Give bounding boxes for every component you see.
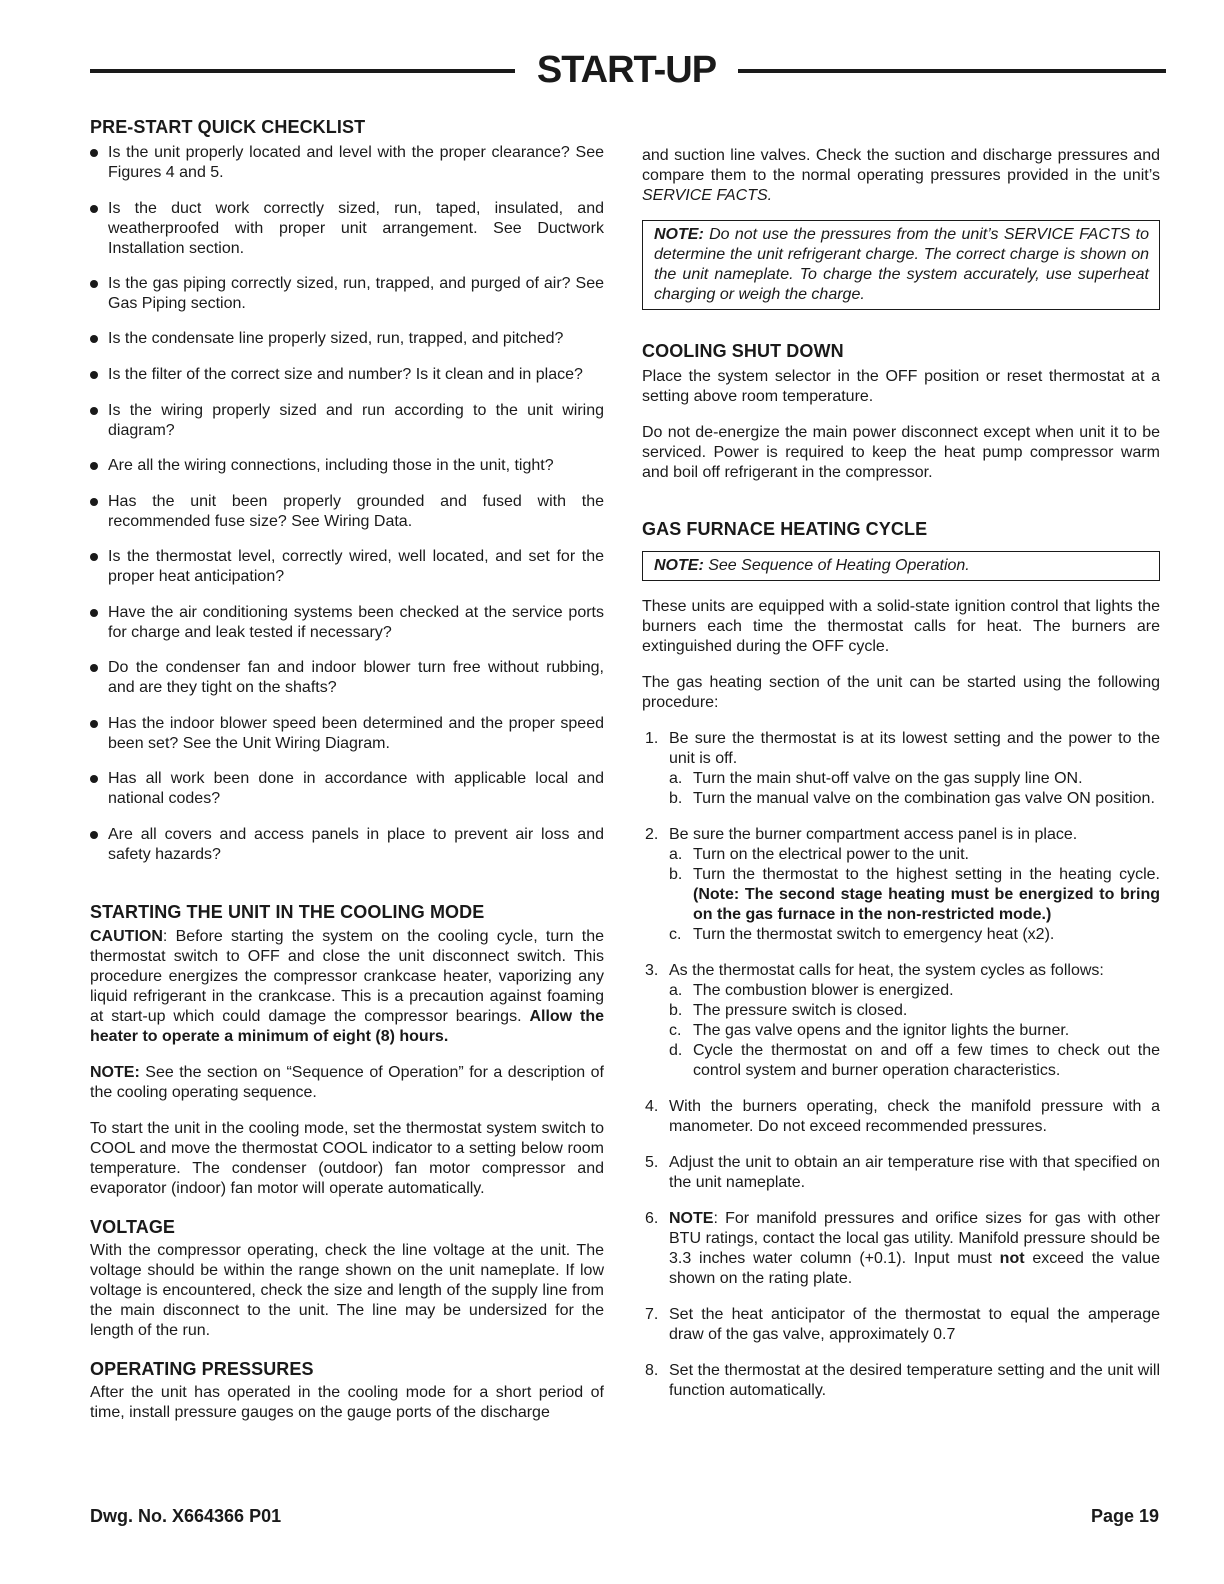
- caution-label: CAUTION: [90, 928, 163, 945]
- list-item: Is the unit properly located and level with the proper clearance? See Figures 4 and 5.: [90, 143, 604, 183]
- page-number: Page 19: [1090, 1506, 1159, 1526]
- list-item: Has the unit been properly grounded and fused with the recommended fuse size? See Wiring Data.: [90, 492, 604, 532]
- list-item: Is the gas piping correctly sized, run, trapped, and purged of air? See Gas Piping section.: [90, 274, 604, 314]
- list-item: 1. Be sure the thermostat is at its lowest setting and the power to the unit is off. a. Turn the main shut-off valve on the gas supply line ON. b. Turn the manual valve on the combination gas valve ON position.: [645, 730, 1160, 807]
- list-item: 5. Adjust the unit to obtain an air temperature rise with that specified on the unit nameplate.: [645, 1154, 1160, 1191]
- list-item: a. Turn on the electrical power to the unit.: [669, 846, 969, 863]
- list-item: 8. Set the thermostat at the desired temperature setting and the unit will function automatically.: [645, 1362, 1160, 1399]
- note-label: NOTE:: [90, 1064, 140, 1081]
- drawing-number: Dwg. No. X664366 P01: [90, 1506, 282, 1526]
- list-item: a. The combustion blower is energized.: [669, 982, 954, 999]
- list-item: Are all the wiring connections, including those in the unit, tight?: [90, 456, 604, 476]
- bullet-icon: [90, 664, 98, 672]
- bullet-icon: [90, 498, 98, 506]
- list-item: Have the air conditioning systems been checked at the service ports for charge and leak tested if necessary?: [90, 603, 604, 643]
- bullet-icon: [90, 831, 98, 839]
- checklist: [90, 143, 604, 865]
- cooling-paragraph: To start the unit in the cooling mode, set the thermostat system switch to COOL and move the thermostat COOL indicator to a setting below room temperature. The condenser (outdoor) fan motor compressor and evaporator (indoor) fan motor will operate automatically.: [90, 1120, 604, 1197]
- list-item: Is the filter of the correct size and number? Is it clean and in place?: [90, 365, 604, 385]
- list-item: Has all work been done in accordance with applicable local and national codes?: [90, 769, 604, 809]
- header-rule-left: [90, 69, 515, 73]
- list-item: c. Turn the thermostat switch to emergency heat (x2).: [669, 926, 1055, 943]
- note-label: NOTE:: [654, 226, 704, 243]
- bullet-icon: [90, 407, 98, 415]
- page-header: [90, 49, 1166, 92]
- list-item: Is the condensate line properly sized, run, trapped, and pitched?: [90, 329, 604, 349]
- list-item: b. Turn the manual valve on the combination gas valve ON position.: [669, 790, 1155, 807]
- bullet-icon: [90, 462, 98, 470]
- bullet-icon: [90, 371, 98, 379]
- left-column: [90, 116, 604, 1423]
- list-item: Do the condenser fan and indoor blower turn free without rubbing, and are they tight on the shafts?: [90, 658, 604, 698]
- list-item: 2. Be sure the burner compartment access panel is in place. a. Turn on the electrical power to the unit. b. Turn the thermostat to the highest setting in the heating cycle. (Note: The second stage heating must be energized to bring on the gas furnace in the non-restricted mode.) c. Turn the thermostat switch to emergency heat (x2).: [645, 826, 1160, 943]
- right-column: [642, 146, 1160, 1401]
- bullet-icon: [90, 280, 98, 288]
- service-facts-ref: SERVICE FACTS.: [642, 187, 773, 204]
- bullet-icon: [90, 335, 98, 343]
- list-item: d. Cycle the thermostat on and off a few times to check out the control system and burner operation characteristics.: [669, 1042, 1160, 1079]
- shutdown-paragraph-1: Place the system selector in the OFF position or reset thermostat at a setting above room temperature.: [642, 368, 1160, 405]
- pressures-paragraph: After the unit has operated in the cooling mode for a short period of time, install pressure gauges on the gauge ports of the discharge: [90, 1384, 604, 1421]
- caution-paragraph: CAUTION: Before starting the system on the cooling cycle, turn the thermostat switch to OFF and close the unit disconnect switch. This procedure energizes the compressor crankcase heater, vaporizing any liquid refrigerant in the crankcase. This is a precaution against foaming at start-up which could damage the compressor bearings. Allow the heater to operate a minimum of eight (8) hours.: [90, 928, 605, 1045]
- shutdown-paragraph-2: Do not de-energize the main power disconnect except when unit it to be serviced. Power is required to keep the heat pump compressor warm and boil off refrigerant in the compressor.: [642, 424, 1160, 481]
- heating-note-box: NOTE: See Sequence of Heating Operation.: [642, 551, 1160, 581]
- list-item: c. The gas valve opens and the ignitor lights the burner.: [669, 1022, 1070, 1039]
- list-item: b. The pressure switch is closed.: [669, 1002, 908, 1019]
- list-item: Has the indoor blower speed been determined and the proper speed been set? See the Unit Wiring Diagram.: [90, 714, 604, 754]
- list-item: Is the wiring properly sized and run according to the unit wiring diagram?: [90, 401, 604, 441]
- heating-heading: GAS FURNACE HEATING CYCLE: [642, 519, 928, 539]
- list-item: Is the thermostat level, correctly wired, well located, and set for the proper heat anticipation?: [90, 547, 604, 587]
- shutdown-heading: COOLING SHUT DOWN: [642, 341, 844, 361]
- caution-bold-text: Allow the heater to operate a minimum of eight (8) hours.: [90, 1008, 605, 1045]
- list-item: Are all covers and access panels in place to prevent air loss and safety hazards?: [90, 825, 604, 865]
- pressures-heading: OPERATING PRESSURES: [90, 1359, 314, 1379]
- bullet-icon: [90, 553, 98, 561]
- voltage-paragraph: With the compressor operating, check the line voltage at the unit. The voltage should be within the range shown on the unit nameplate. If low voltage is encountered, check the size and length of the supply line from the main disconnect to the unit. The line may be undersized for the length of the run.: [90, 1242, 604, 1339]
- list-item: 7. Set the heat anticipator of the thermostat to equal the amperage draw of the gas valve, approximately 0.7: [645, 1306, 1160, 1343]
- note-paragraph: NOTE: See the section on “Sequence of Operation” for a description of the cooling operating sequence.: [90, 1064, 604, 1101]
- heating-procedure: [642, 729, 1160, 1401]
- bullet-icon: [90, 609, 98, 617]
- list-item: a. Turn the main shut-off valve on the gas supply line ON.: [669, 770, 1083, 787]
- cooling-mode-heading: STARTING THE UNIT IN THE COOLING MODE: [90, 902, 485, 922]
- list-item: Is the duct work correctly sized, run, taped, insulated, and weatherproofed with proper unit arrangement. See Ductwork Installation section.: [90, 199, 604, 259]
- list-item: 3. As the thermostat calls for heat, the system cycles as follows: a. The combustion blower is energized. b. The pressure switch is closed. c. The gas valve opens and the ignitor lights the burner. d. Cycle the thermostat on and off a few times to check out the control system and burner operation characteristics.: [645, 962, 1160, 1079]
- note-label: NOTE:: [654, 557, 704, 574]
- header-rule-right: [738, 69, 1166, 73]
- heating-paragraph-1: These units are equipped with a solid-state ignition control that lights the burners each time the thermostat calls for heat. The burners are extinguished during the OFF cycle.: [642, 598, 1160, 655]
- heating-paragraph-2: The gas heating section of the unit can be started using the following procedure:: [642, 674, 1160, 711]
- bullet-icon: [90, 775, 98, 783]
- page-title: START-UP: [536, 49, 717, 91]
- bullet-icon: [90, 720, 98, 728]
- bullet-icon: [90, 149, 98, 157]
- list-item: 4. With the burners operating, check the manifold pressure with a manometer. Do not exceed recommended pressures.: [645, 1098, 1160, 1135]
- checklist-heading: PRE-START QUICK CHECKLIST: [90, 117, 366, 137]
- list-item: b. Turn the thermostat to the highest setting in the heating cycle. (Note: The second stage heating must be energized to bring on the gas furnace in the non-restricted mode.): [669, 866, 1160, 923]
- bullet-icon: [90, 205, 98, 213]
- list-item: 6. NOTE: For manifold pressures and orifice sizes for gas with other BTU ratings, contact the local gas utility. Manifold pressure should be 3.3 inches water column (+0.1). Input must not exceed the value shown on the rating plate.: [645, 1210, 1160, 1287]
- stage-note: (Note: The second stage heating must be energized to bring on the gas furnace in the non-restricted mode.): [693, 886, 1160, 923]
- refrigerant-note-box: NOTE: Do not use the pressures from the unit’s SERVICE FACTS to determine the unit refrigerant charge. The correct charge is shown on the unit nameplate. To charge the system accurately, use superheat charging or weigh the charge.: [642, 220, 1160, 310]
- pressures-continued: and suction line valves. Check the suction and discharge pressures and compare them to the normal operating pressures provided in the unit’s SERVICE FACTS.: [642, 147, 1160, 204]
- voltage-heading: VOLTAGE: [90, 1217, 176, 1237]
